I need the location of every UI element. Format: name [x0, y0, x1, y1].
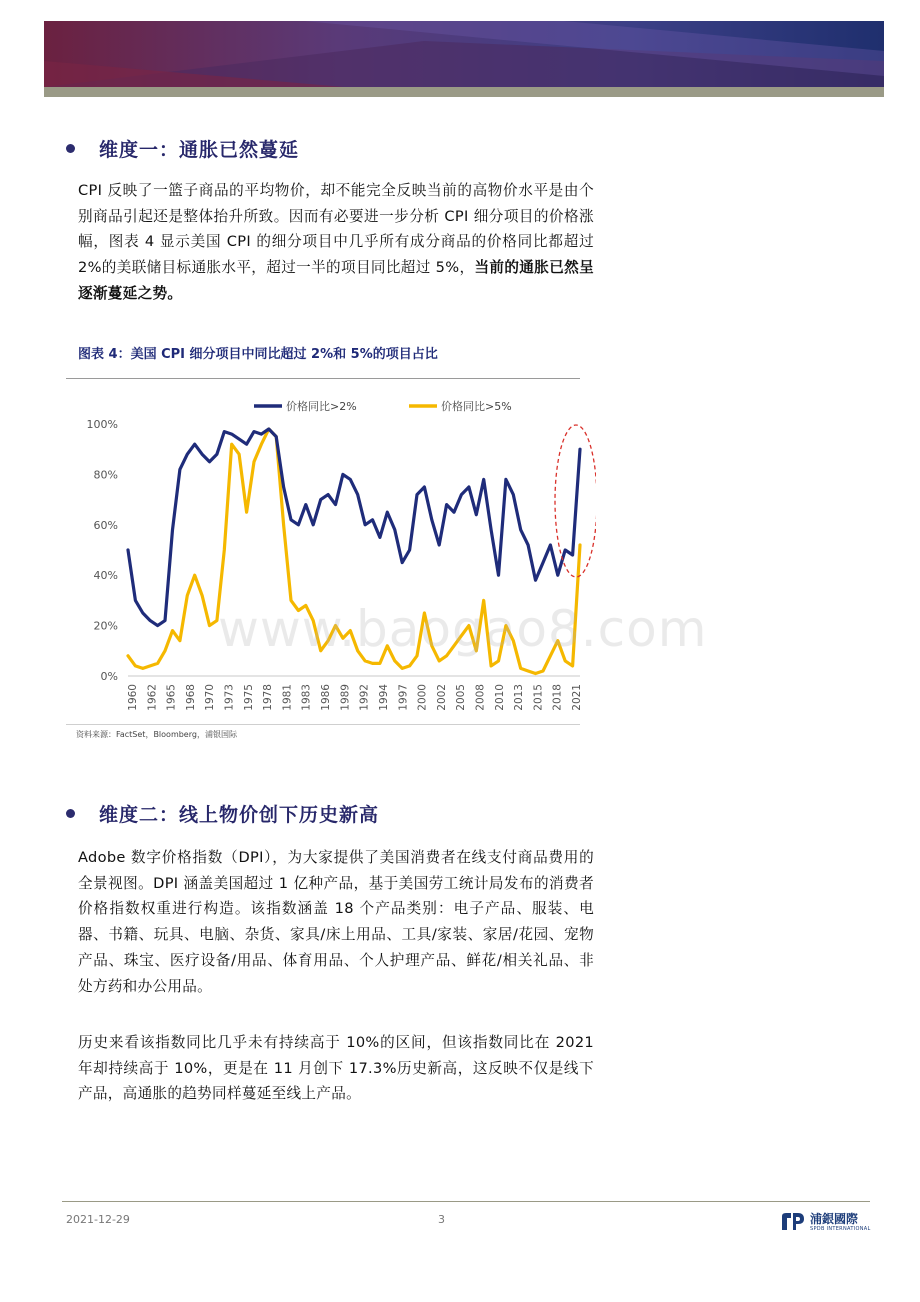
section2-title: 维度二：线上物价创下历史新高: [99, 804, 380, 826]
x-tick-label: 1986: [320, 684, 333, 711]
x-tick-label: 1992: [358, 684, 371, 711]
logo-mark-icon: [780, 1212, 806, 1232]
chart-svg: [66, 384, 596, 724]
watermark: www.baogao8.com: [218, 600, 708, 658]
x-tick-label: 1973: [223, 684, 236, 711]
logo-text-cn: 浦銀國際: [810, 1211, 859, 1226]
x-tick-label: 2015: [532, 684, 545, 711]
x-tick-label: 2002: [435, 684, 448, 711]
figure-bottom-rule: [66, 724, 580, 725]
logo-text-en: SPDB INTERNATIONAL: [810, 1225, 871, 1232]
y-tick-label: 40%: [93, 569, 118, 583]
x-tick-label: 2008: [474, 684, 487, 711]
footer-rule: [62, 1201, 870, 1202]
y-tick-label: 0%: [100, 670, 118, 683]
section1-heading: [66, 135, 299, 162]
x-tick-label: 2010: [493, 684, 506, 711]
x-tick-label: 1965: [165, 684, 178, 711]
x-tick-label: 2021: [571, 684, 583, 711]
x-tick-label: 1978: [262, 684, 275, 711]
x-tick-label: 2000: [416, 684, 429, 711]
legend-label-1: 价格同比>5%: [441, 400, 512, 413]
section2-paragraph-2: 历史来看该指数同比几乎未有持续高于 10%的区间，但该指数同比在 2021 年却持续高于 10%，更是在 11 月创下 17.3%历史新高，这反映不仅是线下产品，高通胀的趋势同样蔓延至线上产品。: [78, 1034, 594, 1103]
x-tick-label: 1989: [339, 684, 352, 711]
x-tick-label: 2005: [455, 684, 468, 711]
section1-paragraph-text: CPI 反映了一篮子商品的平均物价，却不能完全反映当前的高物价水平是由个别商品引起还是整体抬升所致。因而有必要进一步分析 CPI 细分项目的价格涨幅，图表 4 显示美国 CPI 的细分项目中几乎所有成分商品的价格同比都超过 2%的美联储目标通胀水平，超过一半的项目同比超过 5%，: [78, 182, 594, 277]
section2-paragraph-1: Adobe 数字价格指数（DPI），为大家提供了美国消费者在线支付商品费用的全景视图。DPI 涵盖美国超过 1 亿种产品，基于美国劳工统计局发布的消费者价格指数权重进行构造。该指数涵盖 18 个产品类别：电子产品、服装、电器、书籍、玩具、电脑、杂货、家具/床上用品、工具/家装、家居/花园、宠物产品、珠宝、医疗设备/用品、体育用品、个人护理产品、鲜花/相关礼品、非处方药和办公用品。: [78, 849, 594, 995]
x-tick-label: 1960: [127, 684, 139, 711]
series-line-0: [128, 429, 580, 626]
x-tick-label: 1981: [281, 684, 294, 711]
y-tick-label: 60%: [93, 518, 118, 532]
x-tick-label: 1997: [397, 684, 410, 711]
section1-paragraph-emphasis: 当前的通胀已然呈逐渐蔓延之势。: [78, 259, 594, 302]
page-number: 3: [438, 1213, 445, 1226]
section1-title: 维度一：通胀已然蔓延: [99, 139, 300, 161]
company-logo: [780, 1212, 871, 1232]
footer-date: 2021-12-29: [66, 1213, 130, 1226]
x-tick-label: 1975: [242, 684, 255, 711]
x-tick-label: 2013: [513, 684, 526, 711]
header-banner-graphic: [44, 21, 884, 87]
header-banner: [44, 21, 884, 87]
section1-paragraph: [78, 178, 594, 307]
x-tick-label: 2018: [551, 684, 564, 711]
bullet-icon: [66, 144, 75, 153]
figure-source: 资料来源：FactSet，Bloomberg，浦银国际: [76, 730, 237, 739]
x-tick-label: 1970: [204, 684, 217, 711]
figure-top-rule: [66, 378, 580, 379]
x-tick-label: 1962: [146, 684, 159, 711]
x-tick-label: 1994: [377, 684, 390, 711]
header-divider-bar: [44, 87, 884, 97]
y-tick-label: 100%: [86, 418, 118, 431]
legend-label-0: 价格同比>2%: [286, 400, 357, 413]
x-tick-label: 1968: [184, 684, 197, 711]
section2-heading: [66, 800, 379, 827]
cpi-breadth-chart: [66, 384, 596, 724]
y-tick-label: 20%: [93, 619, 118, 633]
x-tick-label: 1983: [300, 684, 313, 711]
bullet-icon: [66, 809, 75, 818]
figure-caption: 图表 4：美国 CPI 细分项目中同比超过 2%和 5%的项目占比: [78, 347, 438, 362]
y-tick-label: 80%: [93, 468, 118, 482]
